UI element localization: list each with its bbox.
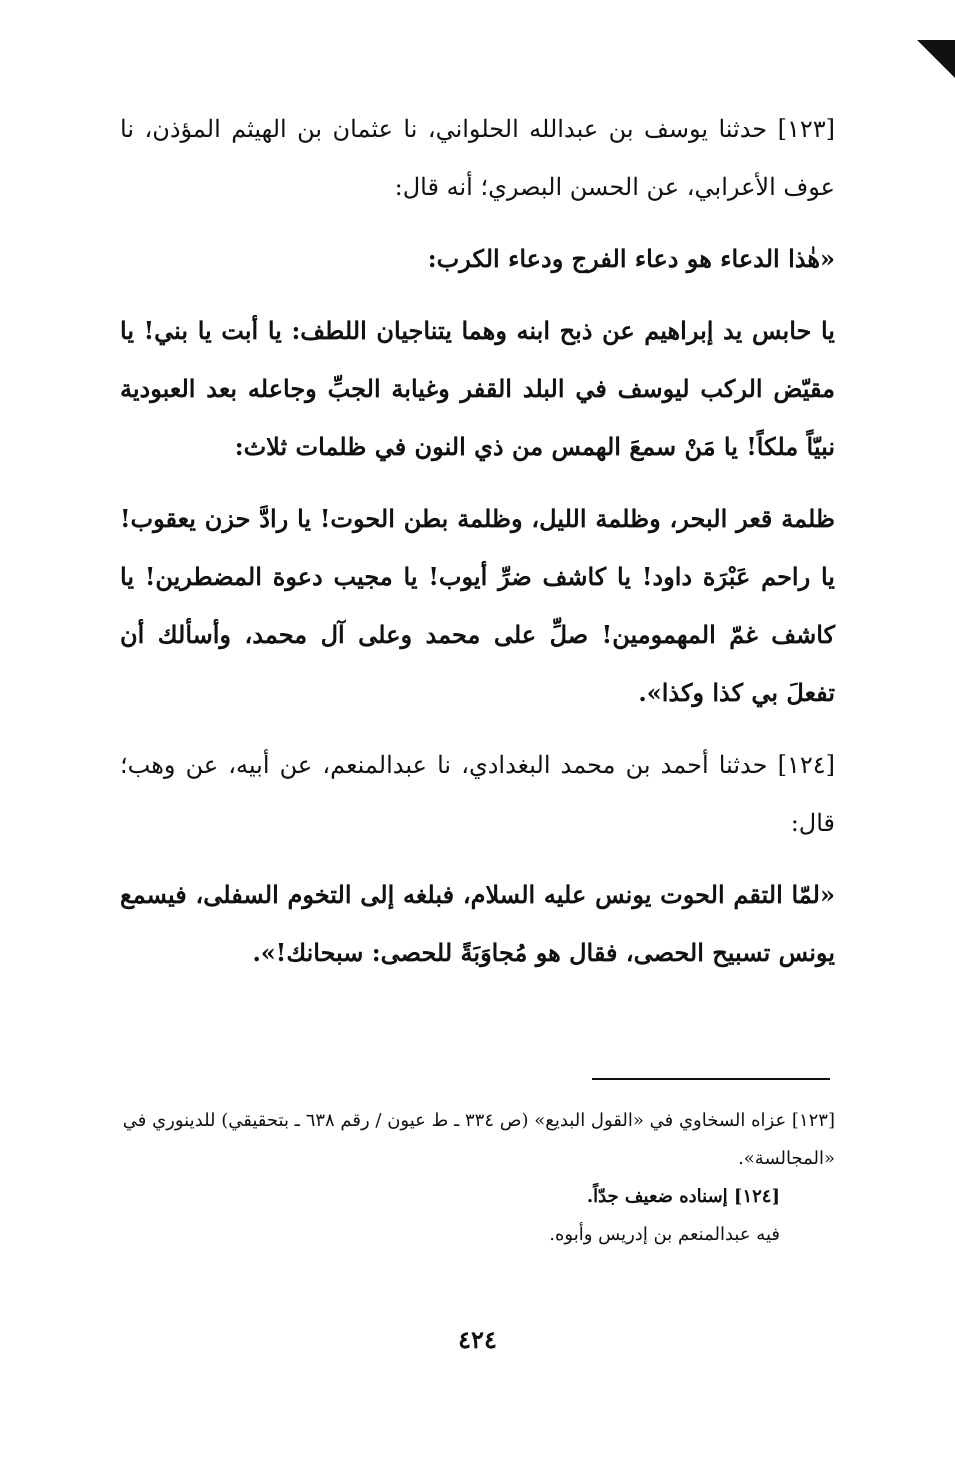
paragraph-dua-part-2: ظلمة قعر البحر، وظلمة الليل، وظلمة بطن الحوت! يا رادَّ حزن يعقوب! يا راحم عَبْرَة داود! يا كاشف ضرِّ أيوب! يا مجيب دعوة المضطرين! يا كاشف غمّ المهمومين! صلِّ على محمد وعلى آل محمد، وأسألك أن تفعلَ بي كذا وكذا». [120, 504, 835, 707]
paragraph-dua-part-1: يا حابس يد إبراهيم عن ذبح ابنه وهما يتناجيان اللطف: يا أبت يا بني! يا مقيّض الركب ليوسف في البلد القفر وغيابة الجبِّ وجاعله بعد العبودية نبيّاً ملكاً! يا مَنْ سمعَ الهمس من ذي النون في ظلمات ثلاث: [120, 316, 835, 461]
footnote-124-note: فيه عبدالمنعم بن إدريس وأبوه. [549, 1224, 780, 1245]
paragraph-hadith-123: [١٢٣] حدثنا يوسف بن عبدالله الحلواني، نا عثمان بن الهيثم المؤذن، نا عوف الأعرابي، عن الحسن البصري؛ أنه قال: [120, 115, 835, 201]
footnote-123: [١٢٣] عزاه السخاوي في «القول البديع» (ص ٣٣٤ ـ ط عيون / رقم ٦٣٨ ـ بتحقيقي) للدينوري في «المجالسة». [122, 1110, 835, 1169]
footnote-divider [592, 1078, 830, 1080]
paragraph-yunus: «لمّا التقم الحوت يونس عليه السلام، فبلغه إلى التخوم السفلى، فيسمع يونس تسبيح الحصى، فقال هو مُجاوَبَةً للحصى: سبحانك!». [120, 880, 835, 967]
paragraph-dua-title: «هٰذا الدعاء هو دعاء الفرج ودعاء الكرب: [427, 244, 835, 273]
footnotes [115, 1102, 835, 1254]
paragraph-hadith-124: [١٢٤] حدثنا أحمد بن محمد البغدادي، نا عبدالمنعم، عن أبيه، عن وهب؛ قال: [120, 751, 835, 837]
footnote-124-grading: [١٢٤] إسناده ضعيف جدّاً. [586, 1186, 780, 1207]
main-text [120, 100, 835, 982]
corner-triangle-mark [917, 40, 955, 78]
page-number: ٤٢٤ [458, 1325, 497, 1354]
